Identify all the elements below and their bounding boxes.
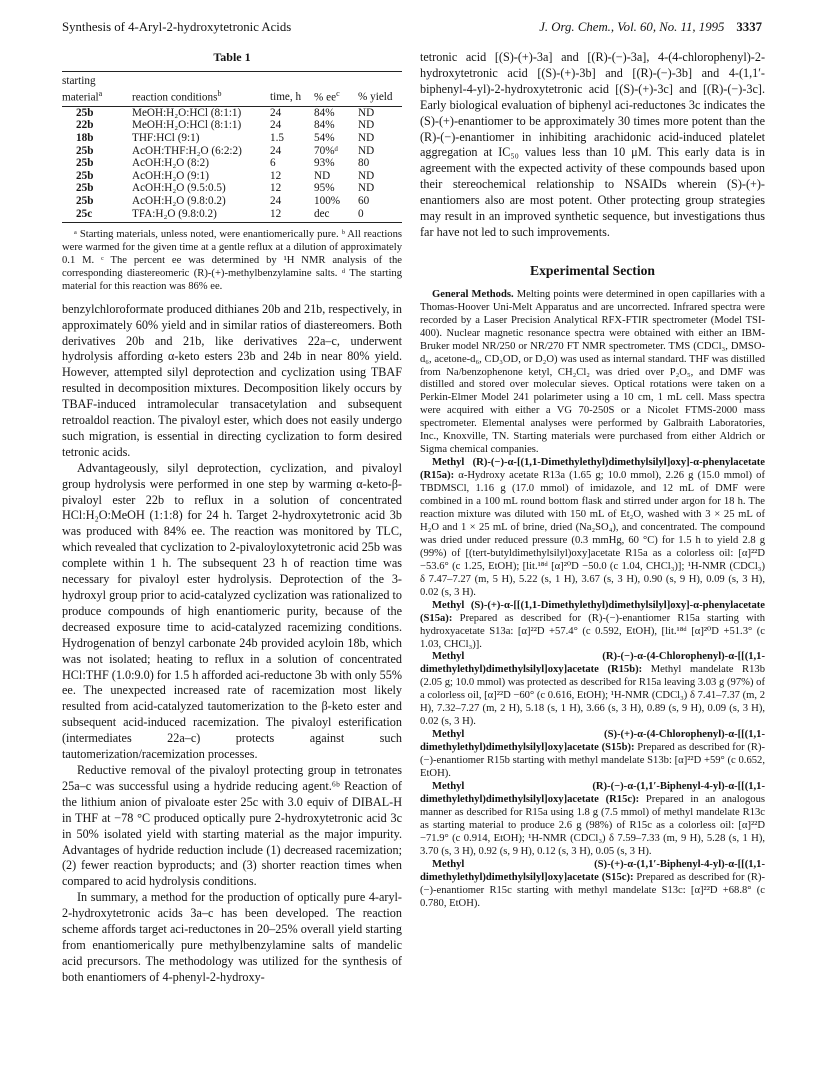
cell-material: 25c — [62, 208, 122, 223]
experimental-section — [420, 289, 765, 911]
table-title: Table 1 — [213, 50, 251, 64]
cell-time: 1.5 — [270, 132, 284, 145]
cell-ee: 100% — [314, 194, 341, 207]
cell-conditions: THF:HCl (9:1) — [132, 132, 200, 145]
cell-yield: ND — [358, 144, 375, 157]
cell-time: 24 — [270, 144, 282, 157]
experimental-paragraph — [420, 781, 765, 859]
left-body-text — [62, 302, 402, 986]
cell-yield: ND — [358, 182, 375, 195]
cell-time: 12 — [270, 208, 314, 223]
cell-yield: 80 — [358, 157, 370, 170]
table-footnotes — [62, 229, 402, 294]
table-row — [62, 182, 402, 195]
cell-yield: 0 — [358, 208, 402, 223]
cell-ee: 93% — [314, 157, 335, 170]
compound-heading: Methyl (S)-(+)-α-[[(1,1-Dimethylethyl)dimethylsilyl]oxy]-α-phenylacetate (S15a): — [420, 599, 765, 624]
cell-material: 22b — [76, 119, 94, 132]
table-row — [62, 157, 402, 170]
compound-heading: General Methods. — [432, 288, 514, 300]
cell-time: 24 — [270, 194, 282, 207]
table-row — [62, 170, 402, 183]
experimental-paragraph — [420, 651, 765, 729]
right-column — [420, 50, 765, 911]
body-paragraph: Reductive removal of the pivaloyl protecting group in tetronates 25a–c was successful using a hydride reducing agent.⁶ᵇ Reaction of the lithium anion of pivaloate ester 25c with 3.0 equiv of DIBAL-H in THF at −78 °C produced optically pure 2-hydroxytetronic acid 3c in 50% isolated yield with starting material as the major impurity. Advantages of hydride reduction include (1) decreased racemization; (2) fewer reaction byproducts; and (3) shorter reaction times when compared to acid hydrolysis conditions. — [62, 762, 402, 889]
experimental-text: α-Hydroxy acetate R13a (1.65 g; 10.0 mmol), 2.26 g (15.0 mmol) of TBDMSCl, 1.16 g (17.0 mmol) of imidazole, and 12 mL of DMF were combined in a 100 mL round bottom flask and stirred under argon for 18 h. The reaction mixture was diluted with 150 mL of Et₂O, washed with 3 × 25 mL of H₂O and 1 × 25 mL of brine, dried (Na₂SO₄), and concentrated. The compound was dried under reduced pressure (0.3 mmHg, 60 °C) for 1.5 h to yield 2.8 g (99%) of [(tert-butyldimethylsilyl)oxy]acetate R15a as a colorless oil: [α]²²D −53.6° (c 1.25, EtOH); [lit.¹⁸ᵈ [α]²⁰D −50.0 (c 1.04, CHCl₃)]; ¹H-NMR (CDCl₃) δ 7.47–7.27 (m, 5 H), 5.22 (s, 1 H), 3.67 (s, 3 H), 0.90 (s, 9 H), 0.09 (s, 3 H), 0.02 (s, 3 H). — [420, 470, 765, 598]
compound-heading: Methyl (S)-(+)-α-(1,1′-Biphenyl-4-yl)-α-[[(1,1-dimethylethyl)dimethylsilyl]oxy]acetate (S15c): — [420, 858, 765, 883]
cell-material: 25b — [76, 157, 94, 170]
experimental-text: Melting points were determined in open capillaries with a Thomas-Hoover Uni-Melt Apparatus and are uncorrected. Infrared spectra were recorded by a Laser Precision Analytical RFX-FTIR spectrometer (Model TSI-400). Nuclear magnetic resonance spectra were obtained with either an IBM-Bruker model NR/250 or NR/270 FT NMR spectrometer. TMS (CDCl₃, DMSO-d₆, acetone-d₆, CD₃OD, or D₂O) was used as internal standard. THF was distilled from Na/benzophenone ketyl, CH₂Cl₂ was dried over P₂O₅, and DMF was distilled and stored over molecular sieves. Optical rotations were taken on a Perkin-Elmer Model 241 polarimeter using a 10 cm, 1 mL cell. Mass spectra were acquired with either a VG 70-250S or a Nicolet FTMS-2000 mass spectrometer. Elemental analyses were performed by Galbraith Laboratories, Inc., Knoxville, TN. Starting materials were purchased from either Aldrich or Sigma chemical companies. — [420, 288, 765, 456]
footnote-text: ᵃ Starting materials, unless noted, were enantiomerically pure. ᵇ All reactions were warmed for the given time at a gentle reflux at a dilution of approximately 0.1 M. ᶜ The percent ee was determined by ¹H NMR analysis of the corresponding diastereomeric (R)-(+)-methylbenzylamine salts. ᵈ The starting material for this reaction was 86% ee. — [62, 229, 402, 292]
cell-material: 25b — [76, 106, 94, 119]
cell-ee: 84% — [314, 106, 335, 119]
experimental-paragraph — [420, 600, 765, 652]
compound-heading: Methyl (R)-(−)-α-(1,1′-Biphenyl-4-yl)-α-[[(1,1-dimethylethyl)dimethylsilyl]oxy]acetate (R15c): — [420, 781, 765, 805]
cell-ee: 70%ᵈ — [314, 144, 338, 157]
body-paragraph: tetronic acid [(S)-(+)-3a] and [(R)-(−)-3a], 4-(4-chlorophenyl)-2-hydroxytetronic acid [(S)-(+)-3b] and [(R)-(−)-3b] and 4-(1,1′-biphenyl-4-yl)-2-hydroxytetronic acid [(S)-(+)-3c] and [(R)-(−)-3c]. Early biological evaluation of biphenyl aci-reductones 3c indicates the (S)-(+)-enantiomer to be approximately 30 times more potent than the (R)-(−)-enantiomer in inhibiting arachidonic acid-induced platelet aggregation at IC₅₀ values less than 10 μM. This early data is in agreement with the expected activity of these compounds based upon their stereochemical relationship to NSAIDs wherein (S)-(+)-enantiomers also are most potent. Other protecting group strategies may result in an improved synthetic sequence, but investigations thus far have not led to such improvements. — [420, 50, 765, 239]
cell-material: 25b — [76, 169, 94, 182]
table-row — [62, 195, 402, 208]
compound-heading: Methyl (S)-(+)-α-(4-Chlorophenyl)-α-[[(1,1-dimethylethyl)dimethylsilyl]oxy]acetate (S15b): — [420, 729, 765, 754]
cell-yield: ND — [358, 106, 375, 119]
col-header-time: time, h — [270, 72, 314, 106]
left-column — [62, 50, 402, 986]
col-header-yield: % yield — [358, 72, 402, 106]
cell-material: 25b — [76, 182, 94, 195]
cell-ee: 84% — [314, 119, 335, 132]
cell-ee: 95% — [314, 182, 335, 195]
body-paragraph: Advantageously, silyl deprotection, cyclization, and pivaloyl group hydrolysis were performed in one step by warming α-keto-β-pivaloyl ester 22b to reflux in a solution of concentrated HCl:H₂O:MeOH (1:1:8) for 24 h. Target 2-hydroxytetronic acid 3b was produced with 84% ee. The reaction was monitored by TLC, which revealed that cyclization to 2-pivaloyloxytetronic acid 25b was complete within 1 h. The subsequent 23 h of reaction time was necessary for pivaloyl ester hydrolysis. Deprotection of the 3-hydroxyl group prior to acid-catalyzed cyclization was rationalized to produce compounds of high enantiomeric purity, because of the decreased exposure time to acid-catalyzed racemizing conditions. Hydrogenation of benzyl carbonate 24b provided acyloin 18b, which was not isolated; heating to reflux in a solution of concentrated HCl:THF (1.0:9.0) for 1.5 h afforded aci-reductone 3b with only 55% ee. The unexpected increased rate of racemization most likely resulted from acid-catalyzed tautomerization to the β-keto ester and subsequent acid-induced racemization. The pivaloyl esterification (intermediates 22a–c) protects against such tautomerization/racemization processes. — [62, 460, 402, 762]
cell-ee: ND — [314, 169, 331, 182]
cell-time: 6 — [270, 157, 276, 170]
col-header-ee: % $ee^c$ — [314, 72, 358, 106]
cell-time: 12 — [270, 182, 282, 195]
experimental-paragraph — [420, 457, 765, 599]
table-row — [62, 119, 402, 132]
experimental-text: Methyl mandelate R13b (2.05 g; 10.0 mmol) was protected as described for R15a leaving 3.03 g (97%) of a colorless oil, [α]²²D −60° (c 0.616, EtOH); ¹H-NMR (CDCl₃) δ 7.41–7.37 (m, 2 H), 7.32–7.27 (m, 2 H), 5.18 (s, 1 H), 3.66 (s, 3 H), 0.89 (s, 9 H), 0.09 (s, 3 H), 0.02 (s, 3 H). — [420, 664, 765, 728]
cell-material: 18b — [76, 132, 94, 145]
cell-yield: ND — [358, 119, 375, 132]
cell-time: 24 — [270, 106, 282, 119]
cell-time: 12 — [270, 169, 282, 182]
body-paragraph: benzylchloroformate produced dithianes 20b and 21b, respectively, in approximately 60% yield and in similar ratios of diastereomers. Both derivatives 20b and 21b, like derivatives 22a–c, underwent hydrolysis affording α-keto esters 23b and 24b in near 80% yield. However, attempted silyl deprotection and cyclization using TBAF resulted in decomposition mixtures. Decomposition likely occurs by TBAF-induced intramolecular transacetylation and subsequent retroaldol reaction. The pivaloyl ester, which does not easily undergo such migration, is essential in directing cyclization to form desired tetronic acids. — [62, 301, 403, 459]
cell-conditions: TFA:H₂O (9.8:0.2) — [122, 208, 270, 223]
cell-yield: ND — [358, 132, 375, 145]
col-header-material: starting material$^a$ — [62, 72, 122, 106]
cell-time: 24 — [270, 119, 282, 132]
cell-material: 25b — [76, 194, 94, 207]
journal-citation — [539, 20, 762, 35]
cell-ee: dec — [314, 208, 358, 223]
table-header-row — [62, 72, 402, 106]
page-number: 3337 — [736, 20, 762, 34]
experimental-text: Prepared as described for (R)-(−)-enantiomer R15a starting with hydroxyacetate S13a: [α]²²D +57.4° (c 0.592, EtOH), [lit.¹⁸ᵈ [α]²⁰D +51.3° (c 1.03, CHCl₃)]. — [420, 612, 765, 650]
table-row — [62, 208, 402, 223]
table-1 — [62, 71, 402, 223]
cell-yield: 60 — [358, 194, 370, 207]
cell-conditions: MeOH:H₂O:HCl (8:1:1) — [132, 119, 242, 132]
cell-conditions: AcOH:H₂O (9.5:0.5) — [132, 182, 226, 195]
compound-heading: Methyl (R)-(−)-α-(4-Chlorophenyl)-α-[[(1,1-dimethylethyl)dimethylsilyl]oxy]acetate (R15b): — [420, 651, 765, 676]
cell-material: 25b — [76, 144, 94, 157]
cell-conditions: MeOH:H₂O:HCl (8:1:1) — [132, 106, 242, 119]
table-row — [62, 145, 402, 158]
experimental-paragraph — [420, 729, 765, 781]
journal-name: J. Org. Chem., Vol. 60, No. 11, 1995 — [539, 20, 725, 34]
cell-yield: ND — [358, 169, 375, 182]
experimental-text: Prepared in an analogous manner as described for R15a using 1.8 g (7.5 mmol) of methyl mandelate R13c as starting material to produce 2.6 g (98%) of R15c as a colorless oil: [α]²²D −71.9° (c 0.914, EtOH); ¹H-NMR (CDCl₃) δ 7.59–7.33 (m, 9 H), 5.28 (s, 1 H), 3.70 (s, 3 H), 0.92 (s, 9 H), 0.12 (s, 3 H), 0.05 (s, 3 H). — [420, 793, 766, 857]
table-row — [62, 132, 402, 145]
cell-conditions: AcOH:H₂O (8:2) — [132, 157, 209, 170]
experimental-paragraph — [420, 859, 765, 911]
table-row — [62, 106, 402, 119]
cell-conditions: AcOH:H₂O (9.8:0.2) — [132, 194, 226, 207]
cell-conditions: AcOH:THF:H₂O (6:2:2) — [132, 144, 242, 157]
experimental-text: Prepared as described for (R)-(−)-enantiomer R15b starting with methyl mandelate S13b: [α]²²D +59° (c 0.652, EtOH). — [420, 742, 765, 780]
experimental-paragraph — [420, 289, 765, 457]
col-header-conditions: reaction conditions$^b$ — [122, 72, 270, 106]
cell-ee: 54% — [314, 132, 335, 145]
body-paragraph: In summary, a method for the production of optically pure 4-aryl-2-hydroxytetronic acids 3a–c has been developed. The reaction scheme affords target aci-reductones in 20–25% overall yield starting from enantiomerically pure methylbenzylamine salts of mandelic acid precursors. The methodology was utilized for the synthesis of both enantiomers of 4-phenyl-2-hydroxy- — [62, 890, 402, 984]
page-header — [62, 20, 762, 38]
cell-conditions: AcOH:H₂O (9:1) — [132, 169, 209, 182]
running-title: Synthesis of 4-Aryl-2-hydroxytetronic Acids — [62, 20, 292, 34]
compound-heading: Methyl (R)-(−)-α-[(1,1-Dimethylethyl)dimethylsilyl]oxy]-α-phenylacetate (R15a): — [420, 457, 765, 482]
experimental-text: Prepared as described for (R)-(−)-enantiomer R15c starting with methyl mandelate S13c: [α]²²D +68.8° (c 0.780, EtOH). — [420, 871, 765, 909]
section-title: Experimental Section — [530, 262, 655, 278]
